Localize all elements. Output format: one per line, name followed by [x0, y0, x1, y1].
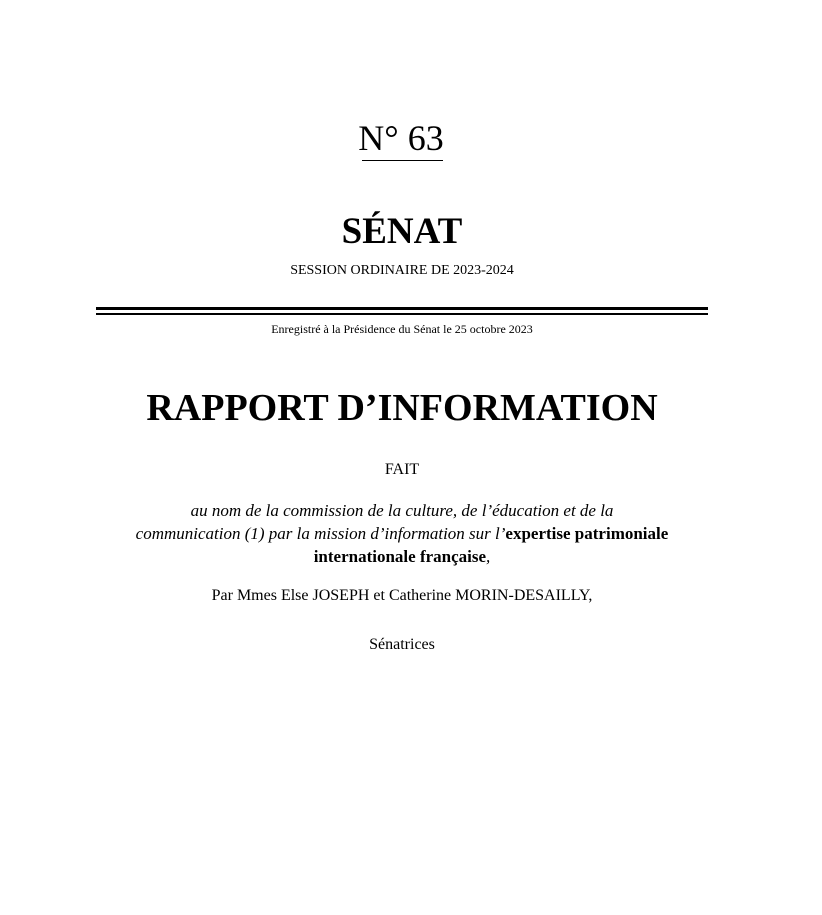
- made-label: FAIT: [384, 461, 420, 478]
- mission-subject-part-1: expertise patrimoniale: [505, 524, 669, 543]
- report-number: N° 63: [358, 118, 444, 158]
- authors-line: Par Mmes Else JOSEPH et Catherine MORIN-DESAILLY,: [211, 587, 593, 604]
- report-number-underline: [362, 160, 443, 161]
- mission-line-3-end: ,: [486, 547, 491, 566]
- report-title: RAPPORT D’INFORMATION: [146, 387, 658, 429]
- mission-line-2-italic: communication (1) par la mission d’information sur l’: [135, 524, 506, 543]
- institution-name: SÉNAT: [341, 211, 463, 252]
- header-divider-thin: [96, 313, 708, 315]
- authors-role: Sénatrices: [369, 636, 435, 653]
- header-divider-thick: [96, 307, 708, 310]
- session-label: SESSION ORDINAIRE DE 2023-2024: [290, 263, 514, 278]
- registration-line: Enregistré à la Présidence du Sénat le 25 octobre 2023: [271, 322, 533, 336]
- mission-line-1: au nom de la commission de la culture, de l’éducation et de la: [190, 501, 614, 520]
- mission-subject-part-2: internationale française: [313, 547, 487, 566]
- mission-description: [80, 499, 724, 568]
